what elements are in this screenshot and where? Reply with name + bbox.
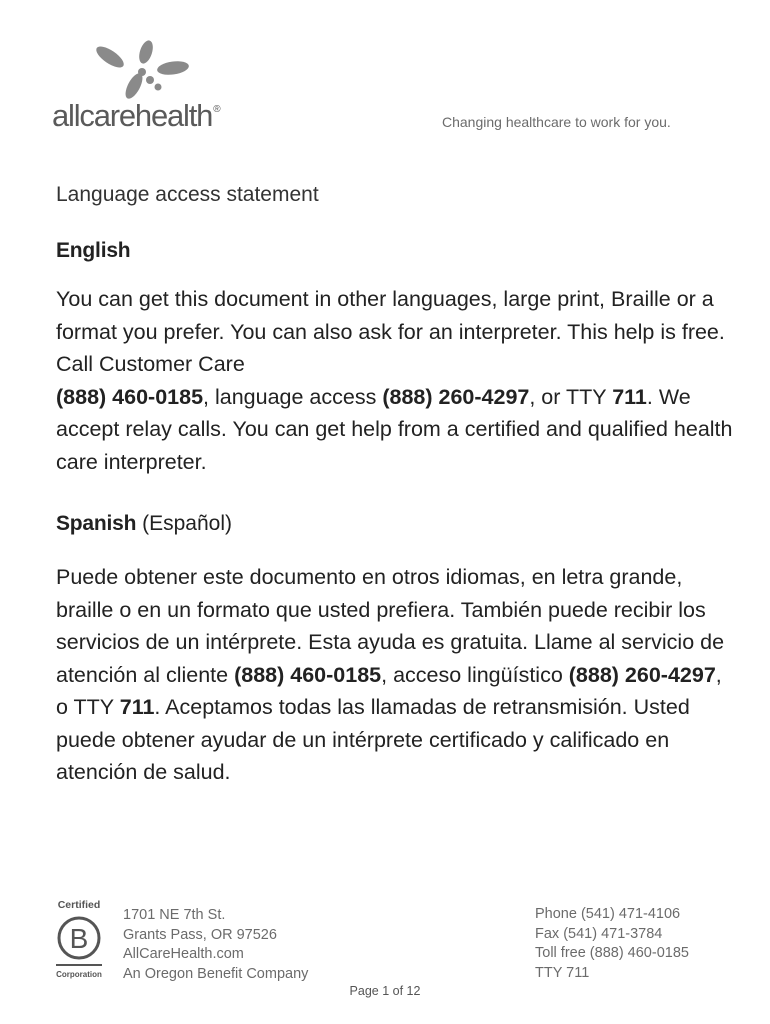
spanish-heading bbox=[56, 512, 232, 536]
address-line-2: Grants Pass, OR 97526 bbox=[123, 926, 277, 943]
brand-wordmark: allcarehealth® bbox=[52, 98, 220, 133]
website-link[interactable]: AllCareHealth.com bbox=[123, 946, 244, 962]
contact-phone: Phone (541) 471-4106 bbox=[535, 906, 681, 922]
language-access-phone-es: (888) 260-4297 bbox=[568, 662, 716, 687]
language-access-phone: (888) 260-4297 bbox=[382, 384, 530, 409]
tty-number-es: 711 bbox=[119, 695, 155, 719]
customer-care-phone-es: (888) 460-0185 bbox=[234, 662, 382, 687]
contact-tty: TTY 711 bbox=[535, 964, 590, 981]
bcorp-corporation-text: Corporation bbox=[56, 970, 102, 979]
company-note: An Oregon Benefit Company bbox=[123, 965, 309, 982]
english-heading-label: English bbox=[56, 239, 131, 262]
english-heading bbox=[56, 239, 130, 263]
certified-b-corporation-logo bbox=[54, 898, 104, 980]
footer-contact bbox=[535, 905, 689, 983]
allcare-health-logo bbox=[52, 40, 252, 132]
registered-mark: ® bbox=[213, 104, 220, 115]
english-paragraph: You can get this document in other languages, large print, Braille or a format you prefer. You can also ask for an interpreter. This help is free. Call Customer Care (888) 460-0185, language access (888) 260-4297, or TTY 711. We accept relay calls. You can get help from a certified and qualified health care interpreter. bbox=[56, 287, 733, 474]
customer-care-phone: (888) 460-0185 bbox=[56, 384, 204, 409]
address-line-1: 1701 NE 7th St. bbox=[123, 907, 226, 923]
tty-number: 711 bbox=[612, 384, 647, 409]
tagline: Changing healthcare to work for you. bbox=[442, 114, 671, 130]
footer-address bbox=[123, 906, 308, 984]
bcorp-certified-text: Certified bbox=[57, 899, 101, 911]
contact-toll-free: Toll free (888) 460-0185 bbox=[535, 945, 689, 961]
spanish-paragraph: Puede obtener este documento en otros idiomas, en letra grande, braille o en un formato que usted prefiera. También puede recibir los servicios de un intérprete. Esta ayuda es gratuita. Llame al servicio de atención al cliente (888) 460-0185, acceso lingüístico (888) 260-4297, o TTY 711. Aceptamos todas las llamadas de retransmisión. Usted puede obtener ayudar de un intérprete certificado y calificado en atención de salud. bbox=[56, 565, 725, 784]
document-title: Language access statement bbox=[56, 183, 319, 206]
contact-fax: Fax (541) 471-3784 bbox=[535, 925, 663, 942]
spanish-heading-label: Spanish bbox=[56, 512, 137, 535]
spanish-heading-native: (Español) bbox=[136, 512, 233, 535]
bcorp-letter: B bbox=[69, 923, 89, 954]
page-number: Page 1 of 12 bbox=[349, 984, 421, 998]
